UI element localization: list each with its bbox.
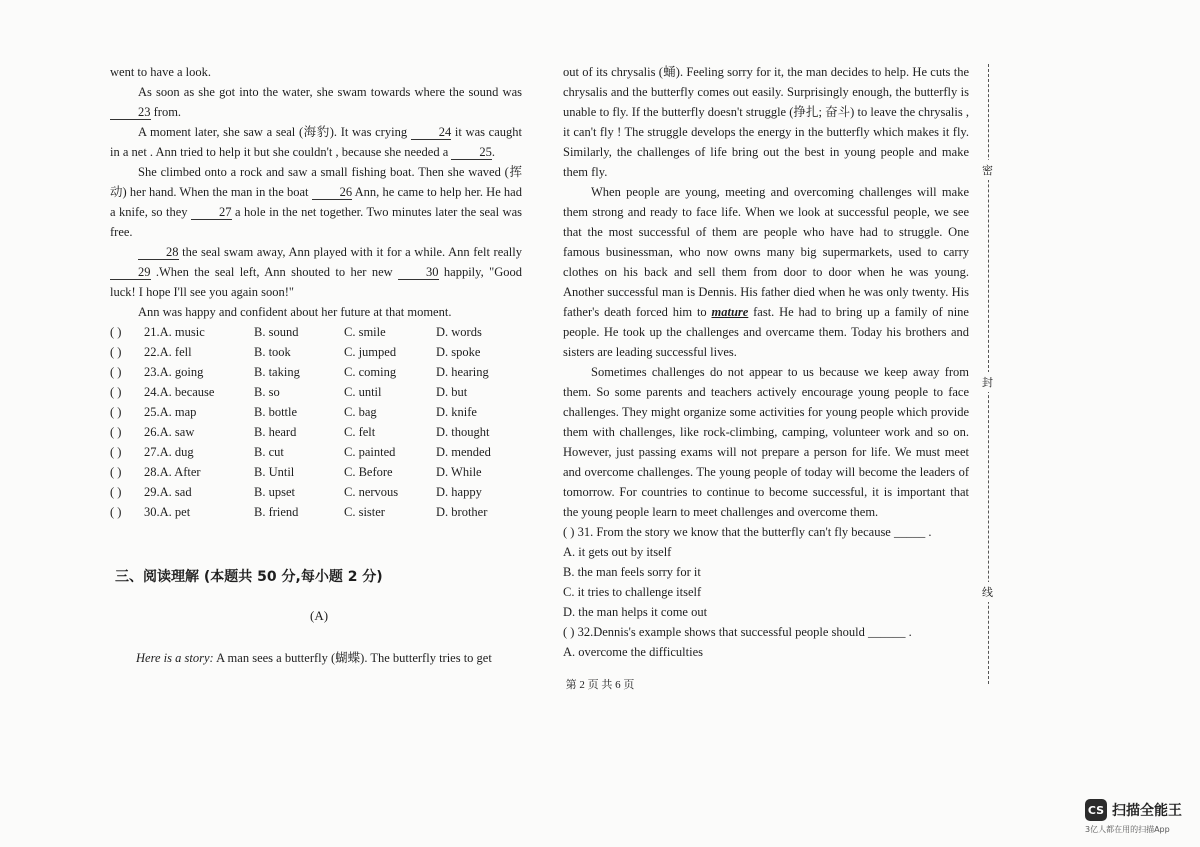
option-a: 23.A. going	[144, 365, 204, 379]
q31-option-b: B. the man feels sorry for it	[563, 565, 701, 579]
option-a: 22.A. fell	[144, 345, 192, 359]
blank-24: 24	[411, 125, 452, 140]
section-heading: 三、阅读理解 (本题共 50 分,每小题 2 分)	[115, 569, 383, 585]
option-d: D. knife	[436, 405, 477, 419]
text: fast. He had to bring up a family of nine people. He took up the challenges and overcame them. Today his brothers and sisters are leading successful lives.	[563, 305, 969, 359]
option-d: D. spoke	[436, 345, 481, 359]
passage-paragraph	[563, 182, 969, 362]
option-b: B. cut	[254, 445, 284, 459]
story-intro-text: A man sees a butterfly (蝴蝶). The butterfly tries to get	[213, 651, 492, 665]
binding-char: 线	[982, 582, 993, 602]
answer-bracket[interactable]: ( )	[110, 365, 122, 379]
text: As soon as she got into the water, she swam towards where the sound was	[138, 85, 522, 99]
binding-char: 封	[982, 372, 993, 392]
text: from.	[150, 105, 182, 119]
option-a: 29.A. sad	[144, 485, 192, 499]
option-d: D. mended	[436, 445, 491, 459]
question-32: ( ) 32.Dennis's example shows that successful people should ______ .	[563, 625, 912, 639]
blank-29: 29	[110, 265, 151, 280]
logo-tagline: 3亿人都在用的扫描App	[1085, 825, 1170, 834]
text: When people are young, meeting and overcoming challenges will make them strong and ready to face life. When we look at successful people, we see that the most successful of them are people who have had to struggle. One famous businessman, who now owns many big supermarkets, used to carry clothes on his back and sell them from door to door when he was young. Another successful man is Dennis. His father died when he was only twenty. His father's death forced him to	[563, 185, 969, 319]
option-row-21	[110, 322, 522, 342]
blank-26: 26	[312, 185, 353, 200]
passage-paragraph	[110, 122, 522, 162]
option-row-28	[110, 462, 522, 482]
text: a hole in the net together. Two minutes later the seal was free.	[110, 205, 522, 239]
text: .	[491, 145, 496, 159]
text: went to have a look.	[110, 65, 212, 79]
option-row-26	[110, 422, 522, 442]
option-d: D. but	[436, 385, 468, 399]
text: Ann was happy and confident about her future at that moment.	[138, 305, 452, 319]
option-row-24	[110, 382, 522, 402]
option-d: D. While	[436, 465, 482, 479]
option-b: B. heard	[254, 425, 297, 439]
passage-line	[110, 62, 522, 82]
answer-bracket[interactable]: ( )	[110, 445, 122, 459]
underlined-word: mature	[711, 305, 749, 319]
binding-char: 密	[982, 160, 993, 180]
story-intro	[136, 648, 526, 666]
left-column	[110, 62, 522, 522]
option-c: C. painted	[344, 445, 396, 459]
answer-bracket[interactable]: ( )	[110, 385, 122, 399]
answer-bracket[interactable]: ( )	[110, 345, 122, 359]
option-c: C. felt	[344, 425, 376, 439]
answer-bracket[interactable]: ( )	[110, 505, 122, 519]
text: the seal swam away, Ann played with it for a while. Ann felt really	[178, 245, 522, 259]
option-c: C. Before	[344, 465, 393, 479]
blank-25: 25	[451, 145, 492, 160]
option-row-30	[110, 502, 522, 522]
option-b: B. friend	[254, 505, 299, 519]
option-b: B. taking	[254, 365, 300, 379]
option-row-22	[110, 342, 522, 362]
option-c: C. jumped	[344, 345, 397, 359]
option-row-27	[110, 442, 522, 462]
options-list	[110, 322, 522, 522]
option-a: 21.A. music	[144, 325, 205, 339]
option-c: C. sister	[344, 505, 385, 519]
passage-paragraph: out of its chrysalis (蛹). Feeling sorry for it, the man decides to help. He cuts the chrysalis and the butterfly comes out easily. Surprisingly enough, the butterfly is unable to fly. If the butterfly doesn't struggle (挣扎; 奋斗) to leave the chrysalis , it can't fly ! The struggle develops the energy in the butterfly which makes it fly. Similarly, the challenges of life bring out the best in young people and make them fly.	[563, 65, 969, 179]
option-c: C. nervous	[344, 485, 399, 499]
text: A moment later, she saw a seal (海豹). It was crying	[138, 125, 411, 139]
option-a: 25.A. map	[144, 405, 197, 419]
q31-option-a: A. it gets out by itself	[563, 545, 672, 559]
option-d: D. happy	[436, 485, 482, 499]
option-d: D. words	[436, 325, 482, 339]
blank-27: 27	[191, 205, 232, 220]
passage-paragraph	[110, 82, 522, 122]
option-b: B. Until	[254, 465, 295, 479]
option-d: D. thought	[436, 425, 490, 439]
story-intro-italic: Here is a story:	[136, 651, 214, 665]
option-b: B. took	[254, 345, 291, 359]
answer-bracket[interactable]: ( )	[110, 485, 122, 499]
option-d: D. brother	[436, 505, 488, 519]
option-a: 27.A. dug	[144, 445, 194, 459]
logo-name: 扫描全能王	[1112, 803, 1182, 819]
text: She climbed onto a rock and saw a small fishing boat. Then she waved (挥动) her hand. When the man in the boat	[110, 165, 522, 199]
option-d: D. hearing	[436, 365, 489, 379]
answer-bracket[interactable]: ( )	[110, 405, 122, 419]
option-row-23	[110, 362, 522, 382]
q31-option-d: D. the man helps it come out	[563, 605, 708, 619]
passage-paragraph	[110, 242, 522, 302]
cs-logo-icon: CS	[1085, 799, 1107, 821]
blank-30: 30	[398, 265, 439, 280]
passage-line	[110, 302, 522, 322]
option-c: C. until	[344, 385, 382, 399]
blank-28: 28	[138, 245, 179, 260]
option-c: C. coming	[344, 365, 397, 379]
q31-option-c: C. it tries to challenge itself	[563, 585, 702, 599]
text: it was caught in a net . Ann tried to help it but she couldn't , because she needed a	[110, 125, 522, 159]
option-b: B. bottle	[254, 405, 298, 419]
option-a: 24.A. because	[144, 385, 215, 399]
option-a: 28.A. After	[144, 465, 201, 479]
option-b: B. so	[254, 385, 280, 399]
text: Ann, he came to help her. He had a knife, so they	[110, 185, 522, 219]
right-column	[563, 62, 969, 662]
option-row-29	[110, 482, 522, 502]
answer-bracket[interactable]: ( )	[110, 325, 122, 339]
option-b: B. sound	[254, 325, 299, 339]
answer-bracket[interactable]: ( )	[110, 425, 122, 439]
passage-label: (A)	[310, 608, 329, 623]
q32-option-a: A. overcome the difficulties	[563, 645, 704, 659]
question-31: ( ) 31. From the story we know that the butterfly can't fly because _____ .	[563, 525, 932, 539]
passage-paragraph	[110, 162, 522, 242]
page-footer: 第 2 页 共 6 页	[565, 679, 635, 691]
option-c: C. bag	[344, 405, 377, 419]
text: happily, "Good luck! I hope I'll see you again soon!"	[110, 265, 522, 299]
text: .When the seal left, Ann shouted to her new	[150, 265, 399, 279]
blank-23: 23	[110, 105, 151, 120]
answer-bracket[interactable]: ( )	[110, 465, 122, 479]
option-row-25	[110, 402, 522, 422]
option-b: B. upset	[254, 485, 295, 499]
passage-paragraph: Sometimes challenges do not appear to us because we keep away from them. So some parents and teachers actively encourage young people to face challenges. They might organize some activities for young people which provide them with challenges, like rock-climbing, camping, volunteer work and so on. However, just passing exams will not prepare a person for life. We must meet and overcome challenges. The young people of today will become the leaders of tomorrow. For countries to continue to become successful, it is important that the young people learn to meet challenges and overcome them.	[563, 365, 969, 519]
option-c: C. smile	[344, 325, 386, 339]
option-a: 26.A. saw	[144, 425, 195, 439]
option-a: 30.A. pet	[144, 505, 191, 519]
scanner-logo	[1085, 799, 1182, 821]
